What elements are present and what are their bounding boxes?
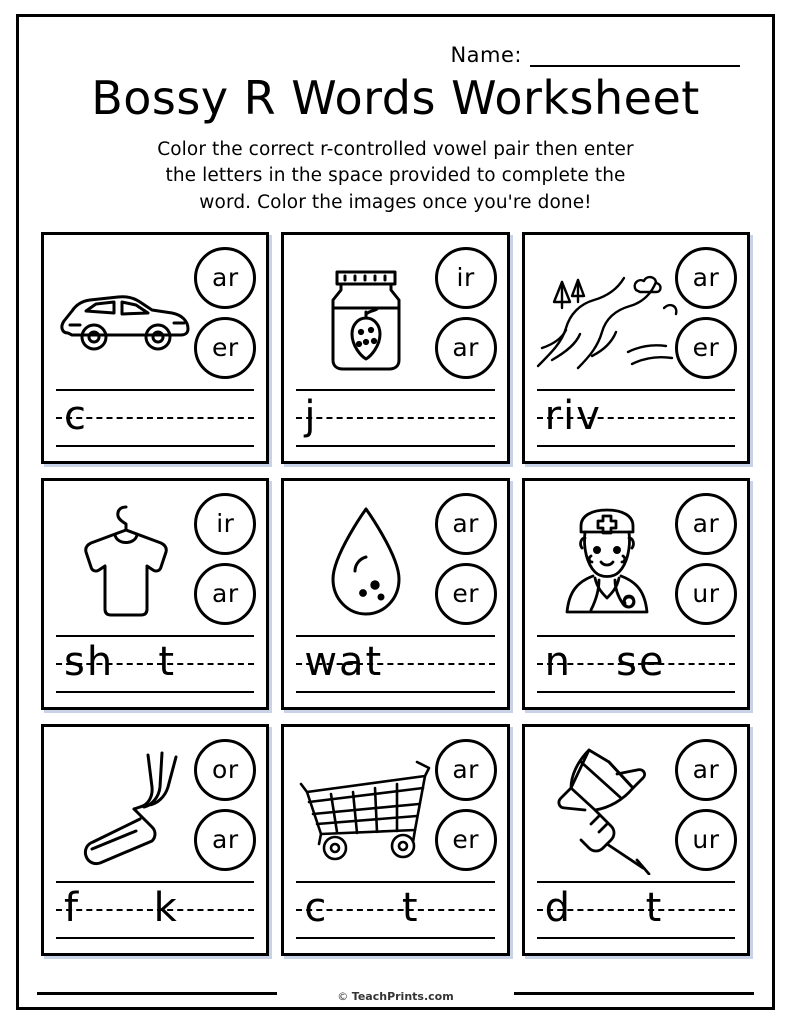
writing-lines [56, 635, 254, 697]
writing-lines [56, 881, 254, 943]
option-bubble-a[interactable]: ar [435, 493, 497, 555]
writing-lines [56, 389, 254, 451]
option-bubble-a[interactable]: ar [675, 739, 737, 801]
nurse-icon [531, 487, 683, 637]
line-bottom [56, 691, 254, 693]
option-bubble-a[interactable]: or [194, 739, 256, 801]
option-group [435, 739, 497, 871]
footer-credit [19, 990, 772, 1003]
exercise-card[interactable] [522, 478, 750, 710]
answer-text[interactable]: f k [64, 884, 179, 931]
line-bottom [56, 937, 254, 939]
exercise-card[interactable] [41, 724, 269, 956]
option-bubble-b[interactable]: ar [194, 809, 256, 871]
option-bubble-b[interactable]: ur [675, 563, 737, 625]
name-label: Name: [450, 43, 522, 67]
answer-text[interactable]: riv [544, 392, 602, 439]
option-bubble-b[interactable]: er [194, 317, 256, 379]
option-bubble-a[interactable]: ar [675, 247, 737, 309]
option-group [675, 739, 737, 871]
option-bubble-b[interactable]: ar [194, 563, 256, 625]
river-icon [531, 241, 683, 391]
answer-text[interactable]: wat [304, 638, 384, 685]
fork-icon [50, 733, 202, 883]
instructions [66, 137, 726, 216]
instructions-line-2: the letters in the space provided to complete the [165, 165, 626, 187]
answer-text[interactable]: c t [304, 884, 420, 931]
writing-lines [537, 389, 735, 451]
option-group [194, 493, 256, 625]
brand-name: TeachPrints.com [351, 990, 454, 1003]
copyright-symbol: © [337, 990, 352, 1003]
exercise-card[interactable] [281, 478, 509, 710]
line-bottom [296, 937, 494, 939]
answer-text[interactable]: c [64, 392, 88, 439]
line-bottom [537, 445, 735, 447]
exercise-grid [37, 232, 754, 956]
option-bubble-b[interactable]: er [675, 317, 737, 379]
exercise-card[interactable] [281, 232, 509, 464]
writing-lines [537, 635, 735, 697]
option-group [675, 247, 737, 379]
writing-lines [296, 635, 494, 697]
answer-text[interactable]: d t [544, 884, 664, 931]
exercise-card[interactable] [41, 232, 269, 464]
option-bubble-a[interactable]: ar [435, 739, 497, 801]
writing-lines [537, 881, 735, 943]
option-bubble-b[interactable]: ar [435, 317, 497, 379]
option-bubble-b[interactable]: ur [675, 809, 737, 871]
exercise-card[interactable] [41, 478, 269, 710]
exercise-card[interactable] [522, 724, 750, 956]
option-bubble-a[interactable]: ar [194, 247, 256, 309]
option-bubble-a[interactable]: ir [435, 247, 497, 309]
answer-text[interactable]: j [304, 392, 318, 439]
line-bottom [537, 691, 735, 693]
line-bottom [537, 937, 735, 939]
instructions-line-1: Color the correct r-controlled vowel pair then enter [157, 139, 634, 160]
option-group [194, 247, 256, 379]
answer-text[interactable]: n se [544, 638, 666, 685]
car-icon [50, 241, 202, 391]
option-group [675, 493, 737, 625]
worksheet-border [16, 14, 775, 1010]
name-input-blank[interactable] [530, 43, 740, 67]
line-bottom [56, 445, 254, 447]
dart-icon [531, 733, 683, 883]
answer-text[interactable]: sh t [64, 638, 177, 685]
shirt-icon [50, 487, 202, 637]
cart-icon [290, 733, 442, 883]
option-bubble-a[interactable]: ir [194, 493, 256, 555]
line-bottom [296, 445, 494, 447]
exercise-card[interactable] [522, 232, 750, 464]
instructions-line-3: word. Color the images once you're done! [199, 191, 592, 213]
option-bubble-b[interactable]: er [435, 563, 497, 625]
option-group [194, 739, 256, 871]
name-row [37, 27, 754, 67]
writing-lines [296, 389, 494, 451]
jar-icon [290, 241, 442, 391]
water-drop-icon [290, 487, 442, 637]
option-group [435, 247, 497, 379]
option-bubble-b[interactable]: er [435, 809, 497, 871]
exercise-card[interactable] [281, 724, 509, 956]
option-bubble-a[interactable]: ar [675, 493, 737, 555]
option-group [435, 493, 497, 625]
writing-lines [296, 881, 494, 943]
line-bottom [296, 691, 494, 693]
page-title: Bossy R Words Worksheet [91, 71, 700, 125]
